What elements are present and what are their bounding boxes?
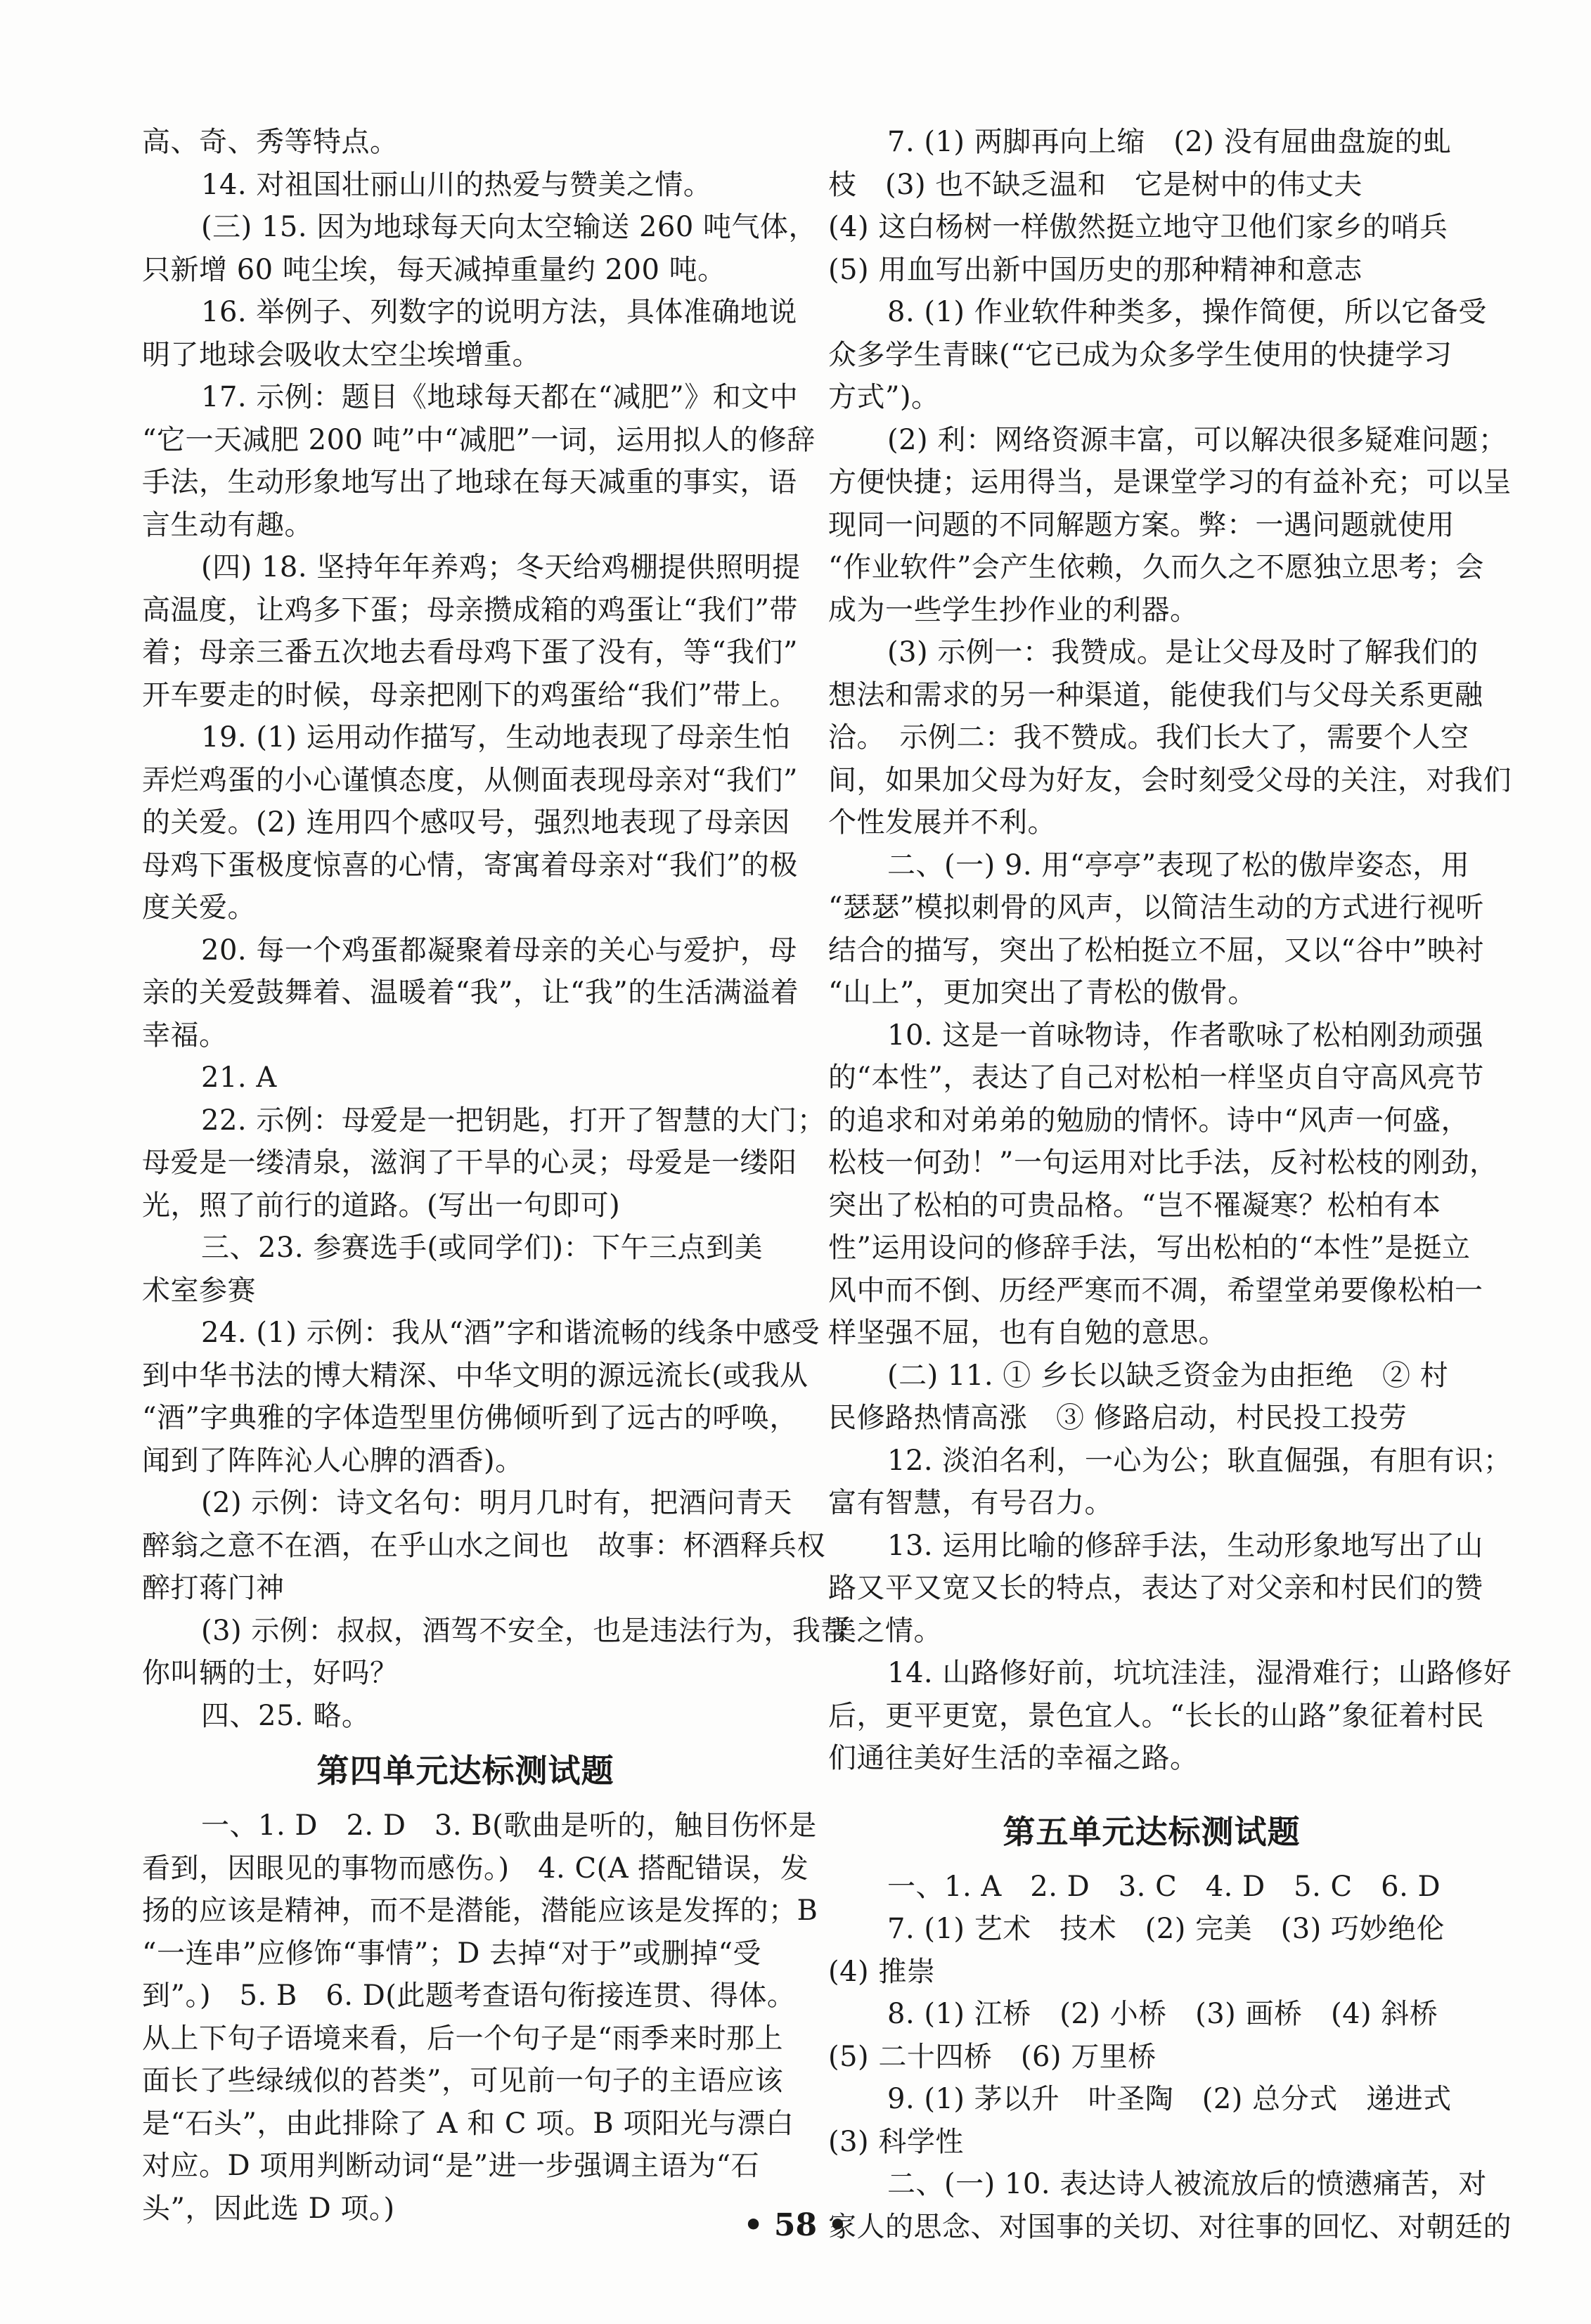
left-answers-block xyxy=(142,121,849,1737)
page-number: • 58 • xyxy=(743,2207,848,2243)
text-line: 扬的应该是精神，而不是潜能，潜能应该是发挥的；B xyxy=(142,1894,818,1927)
text-line: 面长了些绿绒似的苔类”，可见前一句子的主语应该 xyxy=(142,2065,783,2097)
text-line: 样坚强不屈，也有自勉的意思。 xyxy=(828,1317,1227,1349)
text-line: 度关爱。 xyxy=(142,891,256,924)
text-line: 间，如果加父母为好友，会时刻受父母的关注，对我们 xyxy=(828,763,1512,796)
text-line: (3) 示例：叔叔，酒驾不安全，也是违法行为，我帮 xyxy=(201,1614,849,1647)
text-line: (3) 科学性 xyxy=(828,2125,964,2158)
section-gap xyxy=(828,1780,1475,1798)
text-line: 手法，生动形象地写出了地球在每天减重的事实，语 xyxy=(142,466,797,498)
text-line: 民修路热情高涨 ③ 修路启动，村民投工投劳 xyxy=(828,1402,1408,1434)
text-line: 开车要走的时候，母亲把刚下的鸡蛋给“我们”带上。 xyxy=(142,678,798,711)
text-line: 7. (1) 艺术 技术 (2) 完美 (3) 巧妙绝伦 xyxy=(887,1913,1445,1945)
text-line: 醉打蒋门神 xyxy=(142,1572,285,1604)
text-line: 成为一些学生抄作业的利器。 xyxy=(828,593,1199,626)
text-line: 醉翁之意不在酒，在乎山水之间也 故事：杯酒释兵权 xyxy=(142,1529,825,1562)
text-line: “一连串”应修饰“事情”；D 去掉“对于”或删掉“受 xyxy=(142,1937,761,1970)
text-line: (三) 15. 因为地球每天向太空输送 260 吨气体， xyxy=(201,211,818,243)
text-line: 闻到了阵阵沁人心脾的酒香)。 xyxy=(142,1444,524,1477)
text-line: 二、(一) 9. 用“亭亭”表现了松的傲岸姿态，用 xyxy=(887,848,1470,882)
text-line: 14. 对祖国壮丽山川的热爱与赞美之情。 xyxy=(201,168,712,201)
text-line: “它一天减肥 200 吨”中“减肥”一词，运用拟人的修辞 xyxy=(142,423,816,456)
text-line: 14. 山路修好前，坑坑洼洼，湿滑难行；山路修好 xyxy=(887,1657,1512,1689)
text-line: 突出了松柏的可贵品格。“岂不罹凝寒？松柏有本 xyxy=(828,1189,1441,1222)
text-line: 三、23. 参赛选手(或同学们)：下午三点到美 xyxy=(201,1232,764,1264)
text-line: (5) 用血写出新中国历史的那种精神和意志 xyxy=(828,253,1363,286)
text-line: 母鸡下蛋极度惊喜的心情，寄寓着母亲对“我们”的极 xyxy=(142,848,798,882)
text-line: 方式”)。 xyxy=(828,381,940,413)
text-line: (4) 这白杨树一样傲然挺立地守卫他们家乡的哨兵 xyxy=(828,211,1448,243)
text-line: 二、(一) 10. 表达诗人被流放后的愤懑痛苦，对 xyxy=(887,2168,1487,2200)
text-line: 术室参赛 xyxy=(142,1274,256,1307)
text-line: “作业软件”会产生依赖，久而久之不愿独立思考；会 xyxy=(828,551,1484,583)
text-line: 头”，因此选 D 项。) xyxy=(142,2192,395,2225)
text-line: 的“本性”，表达了自己对松柏一样坚贞自守高风亮节 xyxy=(828,1061,1484,1094)
text-line: (2) 利：网络资源丰富，可以解决很多疑难问题； xyxy=(887,423,1507,456)
text-line: 亲的关爱鼓舞着、温暖着“我”，让“我”的生活满溢着 xyxy=(142,976,799,1009)
text-line: (4) 推崇 xyxy=(828,1955,936,1988)
text-line: 到”。) 5. B 6. D(此题考查语句衔接连贯、得体。 xyxy=(142,1980,796,2012)
text-line: 现同一问题的不同解题方案。弊：一遇问题就使用 xyxy=(828,508,1455,541)
text-line: 后，更平更宽，景色宜人。“长长的山路”象征着村民 xyxy=(828,1699,1484,1732)
text-line: 13. 运用比喻的修辞手法，生动形象地写出了山 xyxy=(887,1529,1483,1562)
text-line: 弄烂鸡蛋的小心谨慎态度，从侧面表现母亲对“我们” xyxy=(142,763,798,796)
text-line: 19. (1) 运用动作描写，生动地表现了母亲生怕 xyxy=(201,721,791,754)
text-line: 一、1. D 2. D 3. B(歌曲是听的，触目伤怀是 xyxy=(201,1809,817,1842)
right-column xyxy=(828,121,1512,2248)
text-line: 21. A xyxy=(201,1061,277,1094)
text-line: 从上下句子语境来看，后一个句子是“雨季来时那上 xyxy=(142,2022,783,2055)
text-line: 22. 示例：母爱是一把钥匙，打开了智慧的大门； xyxy=(201,1104,826,1137)
text-line: 四、25. 略。 xyxy=(201,1699,371,1732)
unit-four-heading: 第四单元达标测试题 xyxy=(316,1752,614,1790)
text-line: 7. (1) 两脚再向上缩 (2) 没有屈曲盘旋的虬 xyxy=(887,126,1452,158)
text-line: 16. 举例子、列数字的说明方法，具体准确地说 xyxy=(201,296,797,328)
text-line: 9. (1) 茅以升 叶圣陶 (2) 总分式 递进式 xyxy=(887,2083,1452,2115)
text-line: 枝 (3) 也不缺乏温和 它是树中的伟丈夫 xyxy=(828,168,1363,201)
text-line: 8. (1) 江桥 (2) 小桥 (3) 画桥 (4) 斜桥 xyxy=(887,1998,1438,2030)
text-line: “酒”字典雅的字体造型里仿佛倾听到了远古的呼唤， xyxy=(142,1402,798,1434)
text-line: 的关爱。(2) 连用四个感叹号，强烈地表现了母亲因 xyxy=(142,806,790,839)
text-line: 只新增 60 吨尘埃，每天减掉重量约 200 吨。 xyxy=(142,253,726,286)
text-line: 12. 淡泊名利，一心为公；耿直倔强，有胆有识； xyxy=(887,1444,1512,1477)
text-line: 幸福。 xyxy=(142,1019,228,1052)
text-line: 看到，因眼见的事物而感伤。) 4. C(A 搭配错误，发 xyxy=(142,1852,809,1885)
text-line: 富有智慧，有号召力。 xyxy=(828,1487,1113,1519)
right-answers-block xyxy=(828,121,1512,1780)
text-line: 一、1. A 2. D 3. C 4. D 5. C 6. D xyxy=(887,1870,1441,1903)
text-line: 路又平又宽又长的特点，表达了对父亲和村民们的赞 xyxy=(828,1572,1483,1604)
text-line: 想法和需求的另一种渠道，能使我们与父母关系更融 xyxy=(828,678,1483,711)
text-line: (2) 示例：诗文名句：明月几时有，把酒问青天 xyxy=(201,1487,792,1519)
unit-five-heading: 第五单元达标测试题 xyxy=(1003,1812,1301,1851)
text-line: 24. (1) 示例：我从“酒”字和谐流畅的线条中感受 xyxy=(201,1317,820,1349)
text-line: 美之情。 xyxy=(828,1614,942,1647)
text-line: 风中而不倒、历经严寒而不凋，希望堂弟要像松柏一 xyxy=(828,1274,1483,1307)
text-line: 8. (1) 作业软件种类多，操作简便，所以它备受 xyxy=(887,296,1487,328)
text-line: 性”运用设问的修辞手法，写出松柏的“本性”是挺立 xyxy=(828,1232,1471,1264)
unit-four-answers-block xyxy=(142,1805,818,2230)
text-line: 到中华书法的博大精深、中华文明的源远流长(或我从 xyxy=(142,1359,809,1392)
text-line: 母爱是一缕清泉，滋润了干旱的心灵；母爱是一缕阳 xyxy=(142,1147,797,1179)
text-line: 们通往美好生活的幸福之路。 xyxy=(828,1742,1199,1774)
text-line: 高、奇、秀等特点。 xyxy=(142,126,399,158)
text-line: 个性发展并不利。 xyxy=(828,806,1056,839)
text-line: (二) 11. ① 乡长以缺乏资金为由拒绝 ② 村 xyxy=(887,1359,1449,1392)
text-line: 方便快捷；运用得当，是课堂学习的有益补充；可以呈 xyxy=(828,466,1512,498)
text-line: 洽。 示例二：我不赞成。我们长大了，需要个人空 xyxy=(828,721,1469,754)
text-line: 家人的思念、对国事的关切、对往事的回忆、对朝廷的 xyxy=(828,2210,1512,2243)
text-line: 着；母亲三番五次地去看母鸡下蛋了没有，等“我们” xyxy=(142,636,798,669)
text-line: 言生动有趣。 xyxy=(142,508,313,541)
text-line: 20. 每一个鸡蛋都凝聚着母亲的关心与爱护，母 xyxy=(201,934,797,967)
text-line: 松枝一何劲！”一句运用对比手法，反衬松枝的刚劲， xyxy=(828,1147,1498,1179)
text-line: 光，照了前行的道路。(写出一句即可) xyxy=(142,1189,621,1222)
text-line: 众多学生青睐(“它已成为众多学生使用的快捷学习 xyxy=(828,338,1452,371)
text-line: 对应。D 项用判断动词“是”进一步强调主语为“石 xyxy=(142,2150,760,2182)
text-line: (四) 18. 坚持年年养鸡；冬天给鸡棚提供照明提 xyxy=(201,551,801,583)
text-line: 结合的描写，突出了松柏挺立不屈，又以“谷中”映衬 xyxy=(828,934,1484,967)
text-line: 明了地球会吸收太空尘埃增重。 xyxy=(142,338,541,371)
text-line: (5) 二十四桥 (6) 万里桥 xyxy=(828,2040,1157,2073)
text-line: “山上”，更加突出了青松的傲骨。 xyxy=(828,976,1256,1009)
text-line: 是“石头”，由此排除了 A 和 C 项。B 项阳光与漂白 xyxy=(142,2107,794,2140)
text-line: 高温度，让鸡多下蛋；母亲攒成箱的鸡蛋让“我们”带 xyxy=(142,593,798,626)
text-line: 10. 这是一首咏物诗，作者歌咏了松柏刚劲顽强 xyxy=(887,1019,1483,1052)
text-line: 17. 示例：题目《地球每天都在“减肥”》和文中 xyxy=(201,381,799,413)
unit-five-answers-block xyxy=(828,1866,1512,2249)
text-line: “瑟瑟”模拟刺骨的风声，以简洁生动的方式进行视听 xyxy=(828,891,1484,924)
text-line: 的追求和对弟弟的勉励的情怀。诗中“风声一何盛， xyxy=(828,1104,1469,1137)
text-line: (3) 示例一：我赞成。是让父母及时了解我们的 xyxy=(887,636,1479,669)
text-line: 你叫辆的士，好吗？ xyxy=(142,1657,399,1689)
